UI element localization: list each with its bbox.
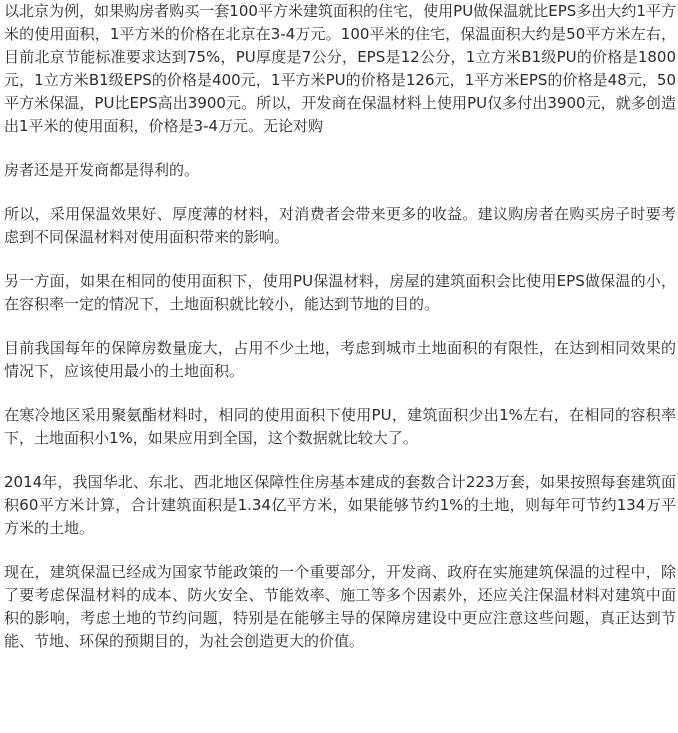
paragraph-gap bbox=[4, 249, 676, 270]
paragraph-consumer-advice: 所以，采用保温效果好、厚度薄的材料，对消费者会带来更多的收益。建议购房者在购买房子时要考虑到不同保温材料对使用面积带来的影响。 bbox=[4, 205, 676, 246]
paragraph-conclusion: 现在，建筑保温已经成为国家节能政策的一个重要部分，开发商、政府在实施建筑保温的过程中，除了要考虑保温材料的成本、防火安全、节能效率、施工等多个因素外，还应关注保温材料对建筑中面积的影响，考虑土地的节约问题，特别是在能够主导的保障房建设中更应注意这些问题，真正达到节能、节地、环保的预期目的，为社会创造更大的价值。 bbox=[4, 563, 676, 650]
paragraph-land-saving: 另一方面，如果在相同的使用面积下，使用PU保温材料，房屋的建筑面积会比使用EPS做保温的小，在容积率一定的情况下，土地面积就比较小，能达到节地的目的。 bbox=[4, 272, 676, 313]
paragraph-gap bbox=[4, 540, 676, 561]
paragraph-gap bbox=[4, 138, 676, 159]
paragraph-cold-regions: 在寒冷地区采用聚氨酯材料时，相同的使用面积下使用PU，建筑面积少出1%左右，在相同的容积率下，土地面积小1%，如果应用到全国，这个数据就比较大了。 bbox=[4, 406, 676, 447]
article-body bbox=[4, 0, 676, 653]
paragraph-gap bbox=[4, 450, 676, 471]
paragraph-gap bbox=[4, 316, 676, 337]
paragraph-gap bbox=[4, 182, 676, 203]
paragraph-gap bbox=[4, 383, 676, 404]
paragraph-both-benefit: 房者还是开发商都是得利的。 bbox=[4, 161, 200, 179]
paragraph-beijing-example: 以北京为例，如果购房者购买一套100平方米建筑面积的住宅，使用PU做保温就比EPS多出大约1平方米的使用面积，1平方米的价格在北京在3-4万元。100平米的住宅，保温面积大约是50平方米左右，目前北京节能标准要求达到75%，PU厚度是7公分，EPS是12公分，1立方米B1级PU的价格是1800元，1立方米B1级EPS的价格是400元，1平方米PU的价格是126元，1平方米EPS的价格是48元，50平方米保温，PU比EPS高出3900元。所以，开发商在保温材料上使用PU仅多付出3900元，就多创造出1平米的使用面积，价格是3-4万元。无论对购 bbox=[4, 2, 676, 135]
paragraph-2014-statistics: 2014年，我国华北、东北、西北地区保障性住房基本建成的套数合计223万套，如果按照每套建筑面积60平方米计算，合计建筑面积是1.34亿平方米，如果能够节约1%的土地，则每年可节约134万平方米的土地。 bbox=[4, 473, 676, 537]
paragraph-housing-scale: 目前我国每年的保障房数量庞大，占用不少土地，考虑到城市土地面积的有限性，在达到相同效果的情况下，应该使用最小的土地面积。 bbox=[4, 339, 676, 380]
